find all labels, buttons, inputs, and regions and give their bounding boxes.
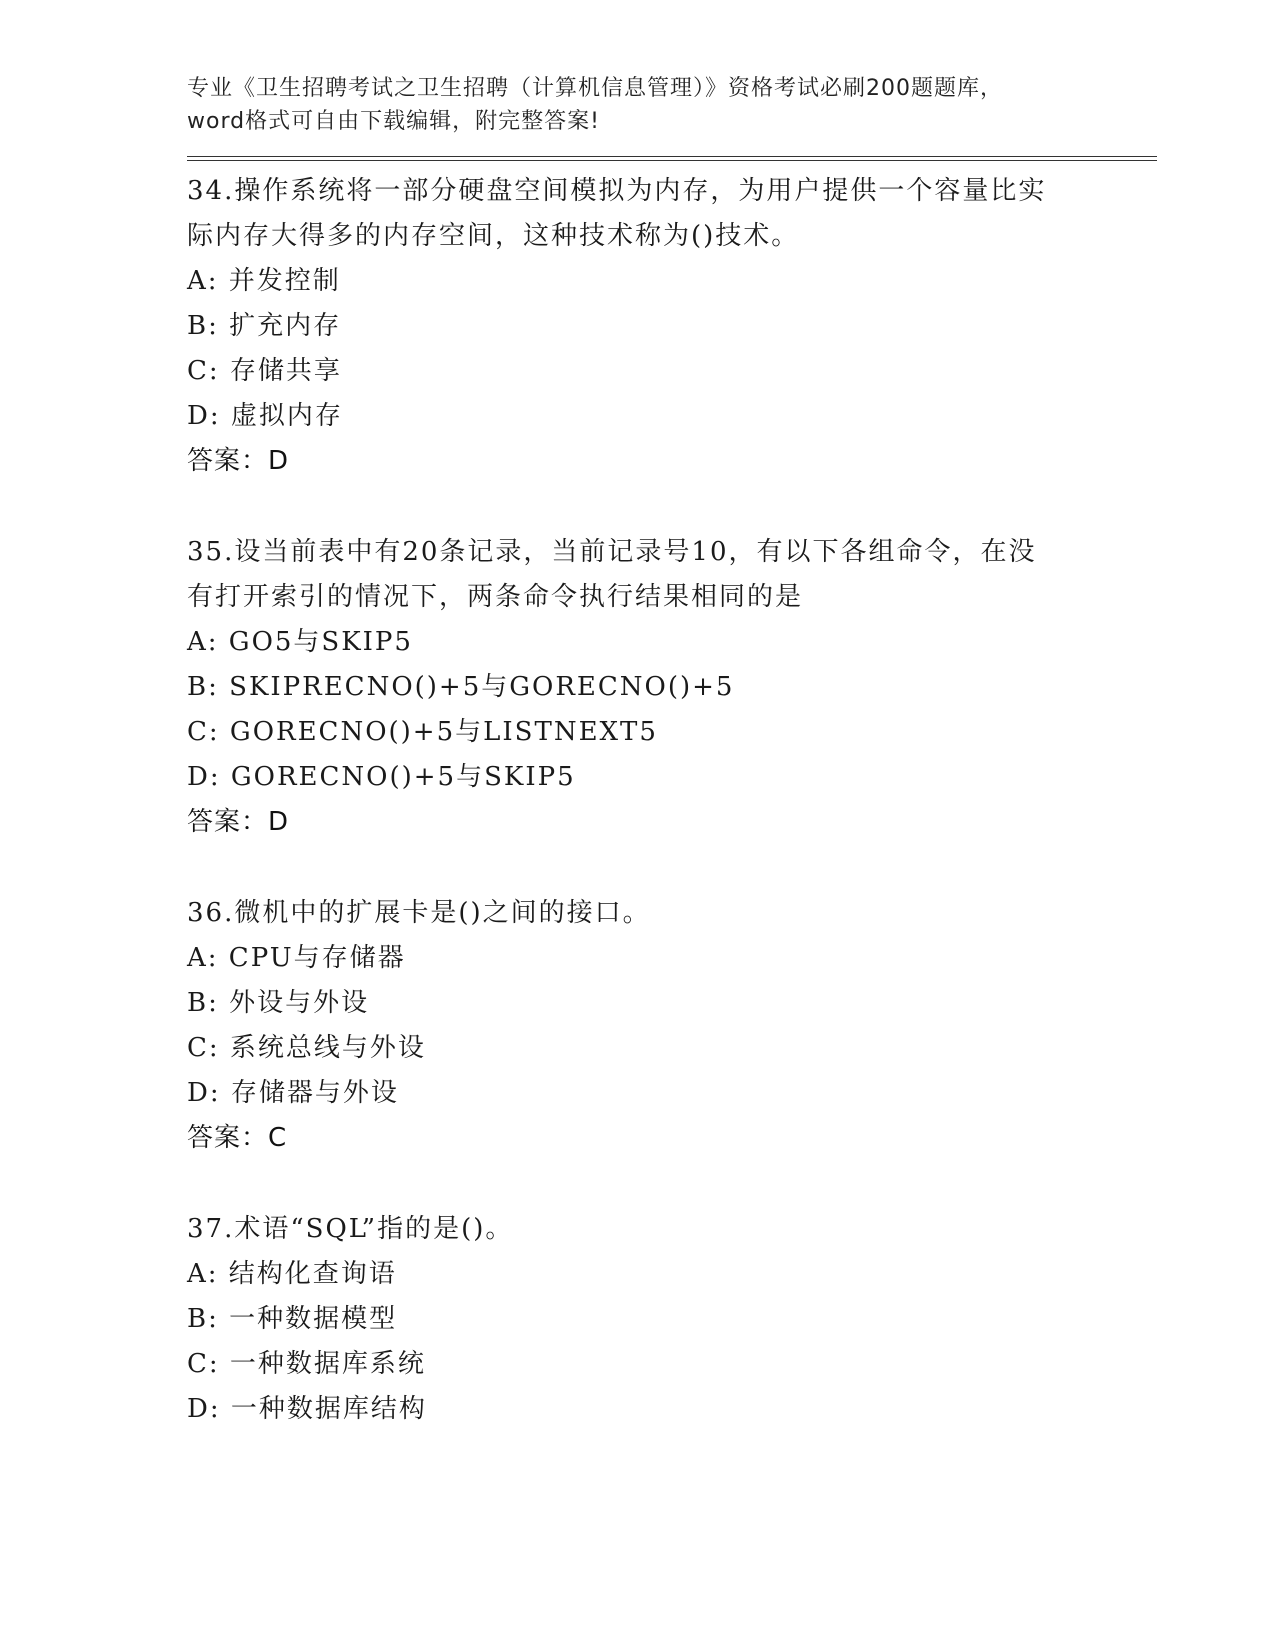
answer-line: 答案：D	[187, 807, 290, 837]
option-c: C: 系统总线与外设	[187, 1033, 426, 1063]
question-stem-line: 有打开索引的情况下，两条命令执行结果相同的是	[187, 582, 804, 612]
document-page	[187, 72, 1157, 1432]
option-c: C: 存储共享	[187, 356, 342, 386]
question-stem	[187, 169, 1087, 259]
header-title-line-1: 专业《卫生招聘考试之卫生招聘（计算机信息管理）》资格考试必刷200题题库，	[187, 76, 1003, 101]
document-header	[187, 72, 1157, 138]
option-a: A: CPU与存储器	[187, 943, 406, 973]
option-c: C: 一种数据库系统	[187, 1349, 426, 1379]
option-d: D: 存储器与外设	[187, 1078, 399, 1108]
question-34	[187, 169, 1157, 484]
question-stem	[187, 1207, 1087, 1252]
option-b: B: 一种数据模型	[187, 1304, 398, 1334]
header-title-line-2: word格式可自由下载编辑，附完整答案!	[187, 109, 600, 134]
option-b: B: 扩充内存	[187, 311, 342, 341]
answer-line: 答案：D	[187, 446, 290, 476]
question-stem-line: 34.操作系统将一部分硬盘空间模拟为内存，为用户提供一个容量比实	[187, 176, 1047, 206]
option-d: D: 一种数据库结构	[187, 1394, 427, 1424]
option-a: A: GO5与SKIP5	[187, 627, 413, 657]
option-d: D: 虚拟内存	[187, 401, 343, 431]
question-stem-line: 37.术语“SQL”指的是()。	[187, 1214, 514, 1244]
header-double-rule	[187, 156, 1157, 161]
question-stem-line: 36.微机中的扩展卡是()之间的接口。	[187, 898, 651, 928]
option-b: B: SKIPRECNO()+5与GORECNO()+5	[187, 672, 735, 702]
question-stem-line: 35.设当前表中有20条记录，当前记录号10，有以下各组命令，在没	[187, 537, 1037, 567]
question-36	[187, 891, 1157, 1161]
rule-bottom	[187, 160, 1157, 161]
question-35	[187, 530, 1157, 845]
option-a: A: 结构化查询语	[187, 1259, 397, 1289]
option-d: D: GORECNO()+5与SKIP5	[187, 762, 576, 792]
answer-line: 答案：C	[187, 1123, 288, 1153]
option-b: B: 外设与外设	[187, 988, 370, 1018]
question-stem-line: 际内存大得多的内存空间，这种技术称为()技术。	[187, 221, 800, 251]
question-stem	[187, 530, 1087, 620]
option-a: A: 并发控制	[187, 266, 341, 296]
rule-top	[187, 156, 1157, 157]
question-37	[187, 1207, 1157, 1432]
option-c: C: GORECNO()+5与LISTNEXT5	[187, 717, 658, 747]
question-stem	[187, 891, 1087, 936]
